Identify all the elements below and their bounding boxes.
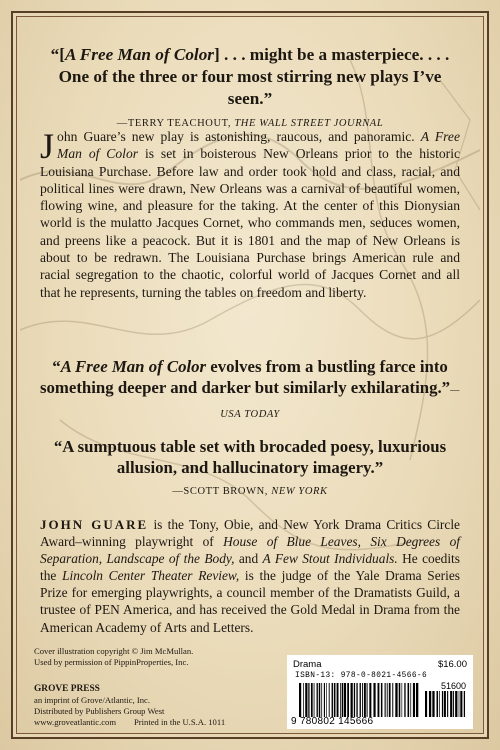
publisher-imprint: an imprint of Grove/Atlantic, Inc.	[34, 695, 150, 705]
printed-line: Printed in the U.S.A. 1011	[134, 717, 226, 727]
publisher-website: www.groveatlantic.com	[34, 717, 117, 727]
review-quote-usa-today	[40, 356, 460, 425]
review-quote-new-york	[40, 436, 460, 502]
description-text: ohn Guare’s new play is astonishing, raucous, and panoramic.	[57, 129, 421, 144]
category-label: Drama	[293, 659, 322, 670]
author-bio	[40, 516, 460, 636]
bio-text: He coedits the	[40, 551, 460, 584]
quote-play-title: A Free Man of Color	[60, 357, 207, 376]
quote-attribution	[40, 481, 460, 502]
description-play-title: A Free Man of Color	[57, 129, 460, 162]
bio-text: is the Tony, Obie, and New York Drama Critics Circle Award–winning playwright of	[40, 517, 460, 550]
publisher-name: GROVE PRESS	[34, 684, 100, 694]
publisher-info	[34, 684, 225, 728]
attribution-name: —TERRY TEACHOUT,	[116, 118, 235, 129]
review-quote-wsj	[40, 44, 460, 135]
barcode-panel	[287, 655, 473, 729]
quote-text: “	[52, 357, 61, 376]
isbn-label: ISBN-13: 978-0-8021-4566-6	[295, 672, 428, 680]
bio-work-title: Lincoln Center Theater Review,	[62, 568, 240, 584]
quote-text: ] . . . might be a masterpiece. . . . One of the three or four most stirring new plays I’ve seen.”	[58, 45, 450, 108]
cover-credit	[34, 646, 193, 668]
drop-cap: J	[40, 126, 55, 166]
price-addon-code: 51600	[440, 681, 466, 691]
distributor-line: Distributed by Publishers Group West	[34, 706, 165, 716]
quote-play-title: A Free Man of Color	[65, 45, 214, 64]
credit-line: Cover illustration copyright © Jim McMullan.	[34, 646, 194, 656]
description-text: is set in boisterous New Orleans prior to the historic Louisiana Purchase. Before law and order took hold and class, racial, and political lines were drawn, New Orleans was a carnival of beautiful women, flowing wine, and pleasure for the taking. At the center of this Dionysian world is the mulatto Jacques Cornet, who commands men, seduces women, and preens like a peacock. But it is 1801 and the map of New Orleans is about to be redrawn. The Louisiana Purchase brings American rule and racial segregation to the chaotic, colorful world of Jacques Cornet and all that he represents, turning the tables on freedom and liberty.	[40, 146, 461, 300]
quote-text: “[	[50, 45, 65, 64]
bio-work-title: A Few Stout Individuals.	[262, 551, 398, 567]
attribution-source: NEW YORK	[271, 486, 328, 497]
addon-barcode-bars	[425, 691, 467, 717]
bio-text: and	[234, 551, 263, 567]
price-label: $16.00	[437, 659, 467, 670]
author-name: JOHN GUARE	[40, 517, 149, 532]
book-description	[40, 128, 460, 301]
attribution-name: —SCOTT BROWN,	[172, 486, 272, 497]
attribution-source: THE WALL STREET JOURNAL	[234, 118, 384, 129]
quote-text: evolves from a bustling farce into something deeper and darker but similarly exhilarating.”	[40, 357, 451, 397]
barcode-bars	[299, 683, 419, 717]
quote-attribution: —USA TODAY	[220, 385, 461, 420]
quote-text: “A sumptuous table set with brocaded poesy, luxurious allusion, and hallucinatory imagery.”	[53, 437, 447, 477]
credit-line: Used by permission of PippinProperties, Inc.	[34, 657, 189, 667]
barcode-digits: 9 780802 145666	[291, 716, 374, 727]
bio-work-title: House of Blue Leaves, Six Degrees of Separation, Landscape of the Body,	[40, 534, 460, 567]
bio-text: is the judge of the Yale Drama Series Prize for emerging playwrights, a council member of the Dramatists Guild, a trustee of PEN America, and has received the Gold Medal in Drama from the American Academy of Arts and Letters.	[40, 568, 460, 635]
